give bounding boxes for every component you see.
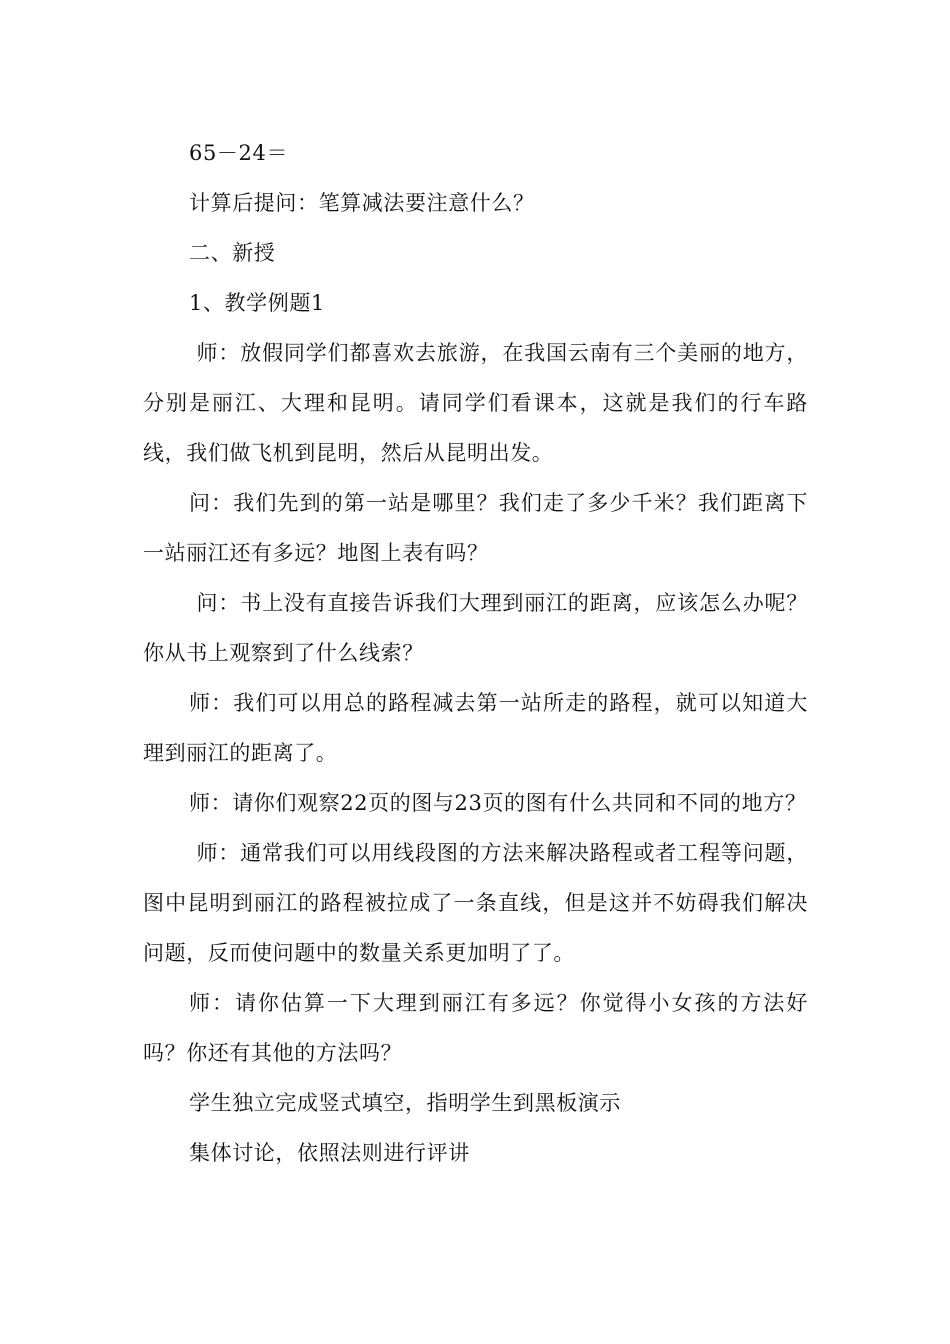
paragraph-student-practice: 学生独立完成竖式填空，指明学生到黑板演示 bbox=[189, 1091, 621, 1115]
document-body bbox=[143, 128, 808, 1178]
paragraph-teacher-compare: 师：请你们观察22页的图与23页的图有什么共同和不同的地方？ bbox=[189, 791, 807, 815]
paragraph-equation: 65－24＝ bbox=[189, 141, 289, 165]
section-heading-new-lesson: 二、新授 bbox=[189, 241, 276, 265]
paragraph-teacher-intro: 师：放假同学们都喜欢去旅游，在我国云南有三个美丽的地方，分别是丽江、大理和昆明。请同学们看课本，这就是我们的行车路线，我们做飞机到昆明，然后从昆明出发。 bbox=[143, 341, 808, 465]
paragraph-teacher-subtract: 师：我们可以用总的路程减去第一站所走的路程，就可以知道大理到丽江的距离了。 bbox=[143, 691, 808, 765]
subsection-heading-example: 1、教学例题1 bbox=[189, 291, 325, 315]
paragraph-group-discussion: 集体讨论，依照法则进行评讲 bbox=[189, 1141, 470, 1165]
paragraph-question: 计算后提问：笔算减法要注意什么？ bbox=[189, 191, 535, 215]
paragraph-teacher-estimate: 师：请你估算一下大理到丽江有多远？你觉得小女孩的方法好吗？你还有其他的方法吗？ bbox=[143, 991, 808, 1065]
paragraph-teacher-line-diagram: 师：通常我们可以用线段图的方法来解决路程或者工程等问题，图中昆明到丽江的路程被拉成了一条直线，但是这并不妨碍我们解决问题，反而使问题中的数量关系更加明了了。 bbox=[143, 841, 808, 965]
paragraph-question-first-stop: 问：我们先到的第一站是哪里？我们走了多少千米？我们距离下一站丽江还有多远？地图上表有吗？ bbox=[143, 491, 808, 565]
paragraph-question-distance: 问：书上没有直接告诉我们大理到丽江的距离，应该怎么办呢？你从书上观察到了什么线索？ bbox=[143, 591, 808, 665]
